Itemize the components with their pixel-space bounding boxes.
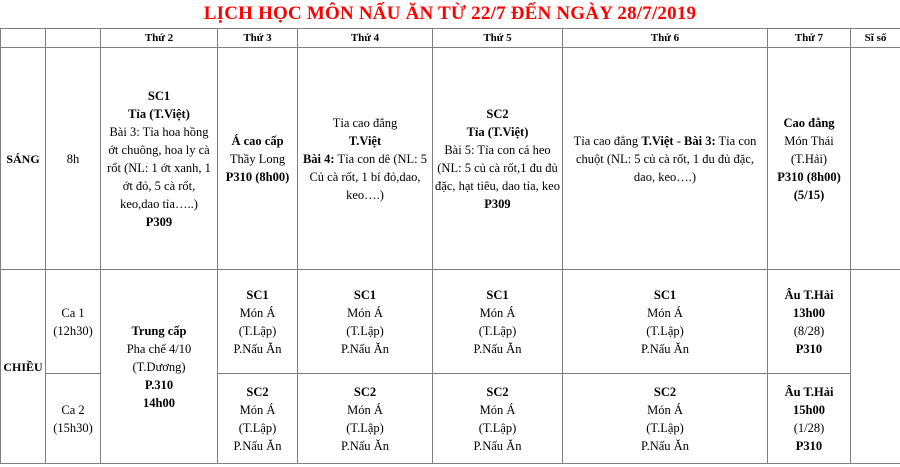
morning-thu5-cell bbox=[433, 48, 563, 270]
class-name: SC2 bbox=[486, 384, 509, 399]
morning-thu2-cell bbox=[101, 48, 218, 270]
schedule-table bbox=[0, 28, 900, 464]
class-name: Cao đẳng bbox=[783, 115, 835, 130]
morning-thu3-cell bbox=[218, 48, 298, 270]
room: P.Nấu Ăn bbox=[341, 438, 389, 453]
afternoon-thu2-cell bbox=[101, 270, 218, 464]
teacher: (T.Lập) bbox=[478, 420, 517, 435]
ca2-thu4-cell bbox=[298, 374, 433, 464]
session-label-morning: SÁNG bbox=[1, 48, 46, 270]
afternoon-siso-cell bbox=[851, 270, 900, 464]
class-name: Trung cấp bbox=[131, 323, 187, 338]
shift-time: (12h30) bbox=[53, 323, 93, 338]
class-name: SC2 bbox=[353, 384, 377, 399]
class-name: SC1 bbox=[246, 287, 269, 302]
header-thu-2: Thứ 2 bbox=[101, 29, 218, 48]
lesson-desc: Bài 3: Tỉa hoa hồng ớt chuông, hoa ly cà rốt (NL: 1 ớt xanh, 1 ớt đỏ, 5 cà rốt, keo,dao tỉa…..) bbox=[107, 124, 211, 211]
room: P.Nấu Ăn bbox=[233, 341, 282, 356]
room: P309 bbox=[484, 196, 511, 211]
shift-ca1 bbox=[46, 270, 101, 374]
teacher: (T.Lập) bbox=[238, 323, 277, 338]
lesson-desc: Bài 5: Tỉa con cá heo (NL: 5 củ cà rốt,1 đu đủ đặc, hạt tiêu, dao tỉa, keo bbox=[435, 142, 560, 193]
enrollment-count: (1/28) bbox=[793, 420, 825, 435]
class-name: Á cao cấp bbox=[231, 133, 284, 148]
class-name: Tỉa cao đẳng bbox=[332, 115, 398, 130]
afternoon-ca1-row bbox=[1, 270, 900, 374]
start-time: 13h00 bbox=[793, 305, 825, 320]
room: P310 bbox=[795, 341, 823, 356]
morning-thu4-cell bbox=[298, 48, 433, 270]
teacher: (T.Lập) bbox=[478, 323, 517, 338]
teacher: (T.Lập) bbox=[646, 323, 684, 338]
start-time: 14h00 bbox=[143, 395, 175, 410]
teacher: T.Việt bbox=[348, 133, 382, 148]
header-thu-4: Thứ 4 bbox=[298, 29, 433, 48]
class-name: SC2 bbox=[653, 384, 677, 399]
room: P.Nấu Ăn bbox=[473, 341, 522, 356]
ca2-thu6-cell bbox=[563, 374, 768, 464]
subject: Tỉa (T.Việt) bbox=[128, 106, 190, 121]
class-name: SC1 bbox=[653, 287, 677, 302]
subject: Pha chế 4/10 bbox=[126, 341, 192, 356]
subject: Món Á bbox=[239, 402, 276, 417]
header-thu-3: Thứ 3 bbox=[218, 29, 298, 48]
header-thu-6: Thứ 6 bbox=[563, 29, 768, 48]
start-time: 15h00 bbox=[793, 402, 825, 417]
room: P.Nấu Ăn bbox=[473, 438, 522, 453]
subject: Món Thái bbox=[784, 133, 834, 148]
room: P310 (8h00) bbox=[777, 169, 841, 184]
header-si-so: Sĩ số bbox=[851, 29, 900, 48]
teacher: (T.Hải) bbox=[790, 151, 828, 166]
header-thu-7: Thứ 7 bbox=[768, 29, 851, 48]
teacher: (T.Lập) bbox=[346, 323, 384, 338]
shift-time: (15h30) bbox=[53, 420, 93, 435]
class-name: SC2 bbox=[246, 384, 269, 399]
header-row bbox=[1, 29, 900, 48]
room: P.Nấu Ăn bbox=[641, 341, 689, 356]
class-name: Âu T.Hải bbox=[784, 287, 834, 302]
lesson-number: Bài 3: bbox=[684, 133, 716, 148]
morning-thu6-cell bbox=[563, 48, 768, 270]
room: P.Nấu Ăn bbox=[233, 438, 282, 453]
morning-thu7-cell bbox=[768, 48, 851, 270]
time-morning: 8h bbox=[46, 48, 101, 270]
class-name: SC1 bbox=[147, 88, 171, 103]
ca2-thu7-cell bbox=[768, 374, 851, 464]
session-label-afternoon: CHIỀU bbox=[1, 270, 46, 464]
teacher: (T.Lập) bbox=[646, 420, 684, 435]
ca1-thu6-cell bbox=[563, 270, 768, 374]
teacher: (T.Lập) bbox=[238, 420, 277, 435]
subject: Món Á bbox=[347, 402, 383, 417]
room: P310 (8h00) bbox=[225, 169, 290, 184]
enrollment-count: (8/28) bbox=[793, 323, 825, 338]
ca2-thu3-cell bbox=[218, 374, 298, 464]
header-blank-session bbox=[1, 29, 46, 48]
ca2-thu5-cell bbox=[433, 374, 563, 464]
ca1-thu4-cell bbox=[298, 270, 433, 374]
shift-name: Ca 1 bbox=[61, 305, 85, 320]
subject: Tỉa (T.Việt) bbox=[466, 124, 529, 139]
ca1-thu5-cell bbox=[433, 270, 563, 374]
lesson-desc bbox=[300, 150, 430, 204]
lesson-text: Tỉa con chuột (NL: 5 củ cà rốt, 1 đu đủ đặc, dao, keo….) bbox=[575, 133, 757, 184]
lesson-text: Tỉa con dê (NL: 5 Củ cà rốt, 1 bí đỏ,dao, keo….) bbox=[309, 151, 428, 202]
subject: Món Á bbox=[239, 305, 276, 320]
class-name: Âu T.Hải bbox=[784, 384, 834, 399]
teacher: Thầy Long bbox=[229, 151, 286, 166]
room: P310 bbox=[795, 438, 823, 453]
shift-name: Ca 2 bbox=[61, 402, 85, 417]
enrollment-count: (5/15) bbox=[793, 187, 825, 202]
subject: Món Á bbox=[479, 305, 516, 320]
separator: - bbox=[673, 133, 685, 148]
room: P.Nấu Ăn bbox=[641, 438, 689, 453]
ca1-thu3-cell bbox=[218, 270, 298, 374]
class-name: SC1 bbox=[353, 287, 377, 302]
teacher: (T.Lập) bbox=[346, 420, 384, 435]
ca1-thu7-cell bbox=[768, 270, 851, 374]
class-name: SC1 bbox=[486, 287, 509, 302]
shift-ca2 bbox=[46, 374, 101, 464]
teacher: T.Việt bbox=[641, 133, 674, 148]
morning-siso-cell bbox=[851, 48, 900, 270]
header-blank-time bbox=[46, 29, 101, 48]
page-title: LỊCH HỌC MÔN NẤU ĂN TỪ 22/7 ĐẾN NGÀY 28/7/2019 bbox=[203, 3, 697, 24]
room: P.310 bbox=[144, 377, 174, 392]
morning-row bbox=[1, 48, 900, 270]
lesson-number: Bài 4: bbox=[302, 151, 335, 166]
class-name: SC2 bbox=[486, 106, 509, 121]
subject: Món Á bbox=[479, 402, 516, 417]
header-thu-5: Thứ 5 bbox=[433, 29, 563, 48]
lesson-desc bbox=[565, 132, 765, 186]
subject: Món Á bbox=[647, 402, 683, 417]
subject: Món Á bbox=[647, 305, 683, 320]
room: P309 bbox=[145, 214, 173, 229]
subject: Món Á bbox=[347, 305, 383, 320]
teacher: (T.Dương) bbox=[132, 359, 186, 374]
room: P.Nấu Ăn bbox=[341, 341, 389, 356]
class-name: Tỉa cao đẳng bbox=[573, 133, 642, 148]
